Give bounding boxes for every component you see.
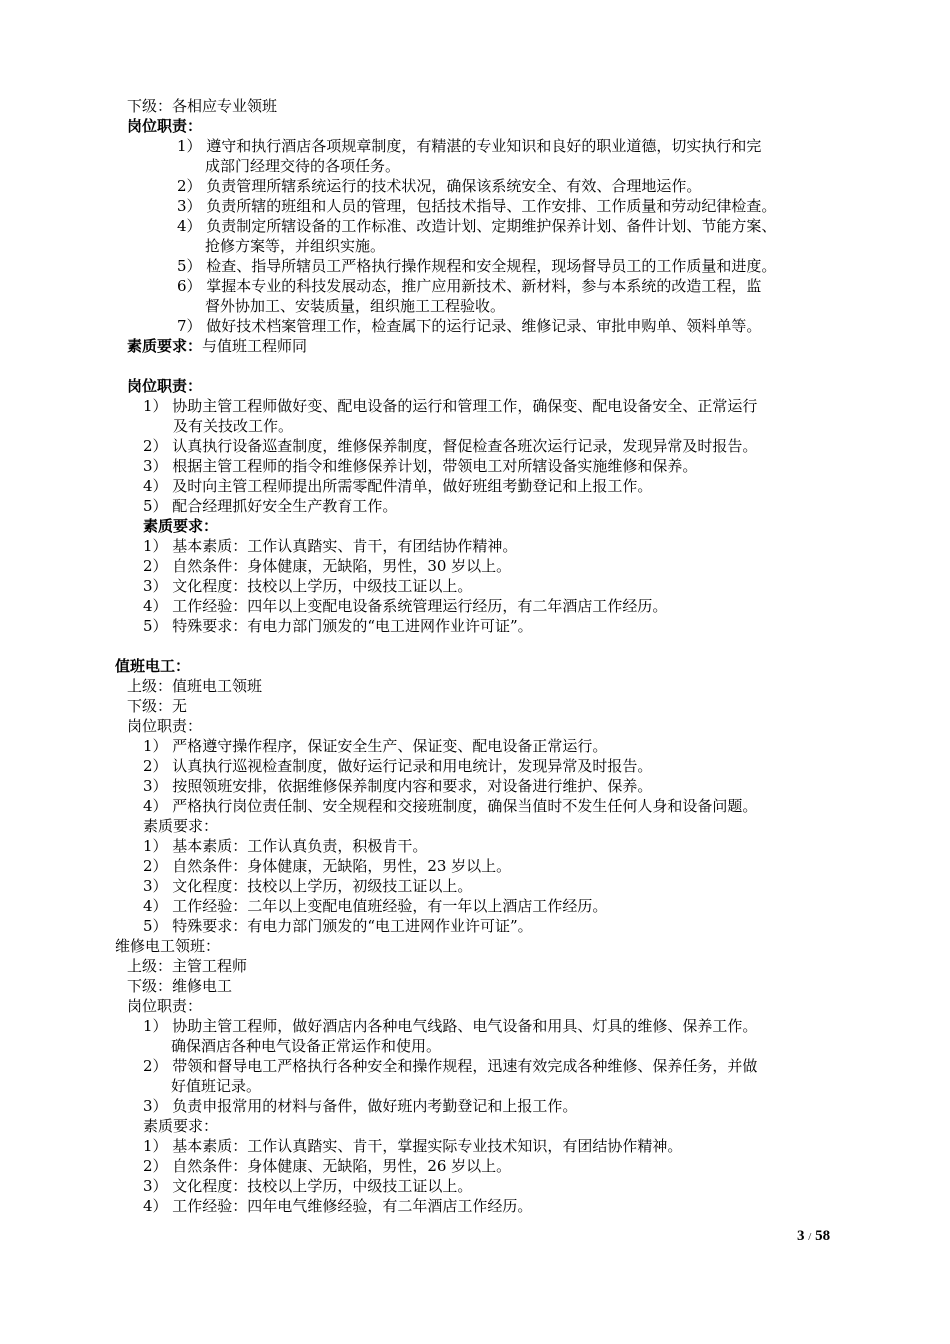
sec3-quality-line: 3） 文化程度：技校以上学历，初级技工证以上。 bbox=[143, 877, 473, 895]
sec1-duty-line: 3） 负责所辖的班组和人员的管理，包括技术指导、工作安排、工作质量和劳动纪律检查。 bbox=[177, 197, 777, 215]
sec4-title: 维修电工领班： bbox=[115, 937, 221, 955]
sec3-subordinate: 下级：无 bbox=[127, 697, 188, 715]
sec2-duties-heading: 岗位职责： bbox=[127, 377, 203, 395]
sec2-quality-line: 1） 基本素质：工作认真踏实、肯干，有团结协作精神。 bbox=[143, 537, 518, 555]
sec3-quality-line: 4） 工作经验：二年以上变配电值班经验，有一年以上酒店工作经历。 bbox=[143, 897, 608, 915]
sec2-quality-line: 4） 工作经验：四年以上变配电设备系统管理运行经历，有二年酒店工作经历。 bbox=[143, 597, 668, 615]
sec1-subordinate: 下级：各相应专业领班 bbox=[127, 97, 278, 115]
sec1-duty-line: 2） 负责管理所辖系统运行的技术状况，确保该系统安全、有效、合理地运作。 bbox=[177, 177, 702, 195]
sec4-quality-line: 2） 自然条件：身体健康、无缺陷，男性，26 岁以上。 bbox=[143, 1157, 512, 1175]
sec2-duty-line: 3） 根据主管工程师的指令和维修保养计划，带领电工对所辖设备实施维修和保养。 bbox=[143, 457, 698, 475]
sec4-duties-heading: 岗位职责： bbox=[127, 997, 203, 1015]
sec3-duty-line: 3） 按照领班安排，依据维修保养制度内容和要求，对设备进行维护、保养。 bbox=[143, 777, 653, 795]
page-number-current: 3 bbox=[797, 1228, 805, 1244]
sec4-duty-line: 1） 协助主管工程师，做好酒店内各种电气线路、电气设备和用具、灯具的维修、保养工作。 bbox=[143, 1017, 758, 1035]
sec2-duty-line: 1） 协助主管工程师做好变、配电设备的运行和管理工作，确保变、配电设备安全、正常运行 bbox=[143, 397, 758, 415]
sec1-duty-line: 6） 掌握本专业的科技发展动态，推广应用新技术、新材料，参与本系统的改造工程，监 bbox=[177, 277, 762, 295]
sec2-duty-line: 4） 及时向主管工程师提出所需零配件清单，做好班组考勤登记和上报工作。 bbox=[143, 477, 653, 495]
sec1-quality-heading: 素质要求： bbox=[127, 337, 203, 355]
sec3-quality-line: 5） 特殊要求：有电力部门颁发的“电工进网作业许可证”。 bbox=[143, 917, 533, 935]
sec1-duty-line: 成部门经理交待的各项任务。 bbox=[205, 157, 401, 175]
sec1-duty-line: 7） 做好技术档案管理工作，检查属下的运行记录、维修记录、审批申购单、领料单等。 bbox=[177, 317, 762, 335]
sec4-quality-line: 3） 文化程度：技校以上学历，中级技工证以上。 bbox=[143, 1177, 473, 1195]
sec4-quality-line: 1） 基本素质：工作认真踏实、肯干，掌握实际专业技术知识，有团结协作精神。 bbox=[143, 1137, 683, 1155]
sec3-duties-heading: 岗位职责： bbox=[127, 717, 203, 735]
sec1-duty-line: 4） 负责制定所辖设备的工作标准、改造计划、定期维护保养计划、备件计划、节能方案、 bbox=[177, 217, 777, 235]
sec4-duty-line: 2） 带领和督导电工严格执行各种安全和操作规程，迅速有效完成各种维修、保养任务，并做 bbox=[143, 1057, 758, 1075]
sec4-quality-heading: 素质要求： bbox=[143, 1117, 219, 1135]
sec2-duty-line: 2） 认真执行设备巡查制度，维修保养制度，督促检查各班次运行记录，发现异常及时报告。 bbox=[143, 437, 758, 455]
sec4-superior: 上级：主管工程师 bbox=[127, 957, 248, 975]
sec3-duty-line: 4） 严格执行岗位责任制、安全规程和交接班制度，确保当值时不发生任何人身和设备问题。 bbox=[143, 797, 758, 815]
sec2-duty-line: 及有关技改工作。 bbox=[173, 417, 294, 435]
sec3-quality-heading: 素质要求： bbox=[143, 817, 219, 835]
sec4-duty-line: 3） 负责申报常用的材料与备件，做好班内考勤登记和上报工作。 bbox=[143, 1097, 578, 1115]
sec2-quality-line: 5） 特殊要求：有电力部门颁发的“电工进网作业许可证”。 bbox=[143, 617, 533, 635]
sec4-quality-line: 4） 工作经验：四年电气维修经验，有二年酒店工作经历。 bbox=[143, 1197, 533, 1215]
sec2-duty-line: 5） 配合经理抓好安全生产教育工作。 bbox=[143, 497, 398, 515]
sec1-quality bbox=[127, 336, 307, 356]
sec1-duty-line: 5） 检查、指导所辖员工严格执行操作规程和安全规程，现场督导员工的工作质量和进度。 bbox=[177, 257, 777, 275]
page-number-separator: / bbox=[808, 1231, 812, 1243]
sec2-quality-heading: 素质要求： bbox=[143, 517, 219, 535]
sec3-duty-line: 1） 严格遵守操作程序，保证安全生产、保证变、配电设备正常运行。 bbox=[143, 737, 608, 755]
sec4-duty-line: 好值班记录。 bbox=[171, 1077, 262, 1095]
page-number bbox=[797, 1228, 830, 1245]
page-number-total: 58 bbox=[815, 1228, 831, 1244]
sec3-quality-line: 2） 自然条件：身体健康，无缺陷，男性，23 岁以上。 bbox=[143, 857, 512, 875]
sec1-duty-line: 1） 遵守和执行酒店各项规章制度，有精湛的专业知识和良好的职业道德，切实执行和完 bbox=[177, 137, 762, 155]
sec1-duty-line: 督外协加工、安装质量，组织施工工程验收。 bbox=[205, 297, 506, 315]
sec1-duties-heading: 岗位职责： bbox=[127, 117, 203, 135]
sec2-quality-line: 3） 文化程度：技校以上学历，中级技工证以上。 bbox=[143, 577, 473, 595]
sec1-quality-text: 与值班工程师同 bbox=[202, 337, 308, 355]
sec3-superior: 上级：值班电工领班 bbox=[127, 677, 263, 695]
sec4-subordinate: 下级：维修电工 bbox=[127, 977, 233, 995]
sec2-quality-line: 2） 自然条件：身体健康，无缺陷，男性，30 岁以上。 bbox=[143, 557, 512, 575]
sec1-duty-line: 抢修方案等，并组织实施。 bbox=[205, 237, 386, 255]
sec3-quality-line: 1） 基本素质：工作认真负责，积极肯干。 bbox=[143, 837, 428, 855]
sec3-duty-line: 2） 认真执行巡视检查制度，做好运行记录和用电统计，发现异常及时报告。 bbox=[143, 757, 653, 775]
sec4-duty-line: 确保酒店各种电气设备正常运作和使用。 bbox=[171, 1037, 442, 1055]
sec3-title: 值班电工： bbox=[115, 657, 191, 675]
